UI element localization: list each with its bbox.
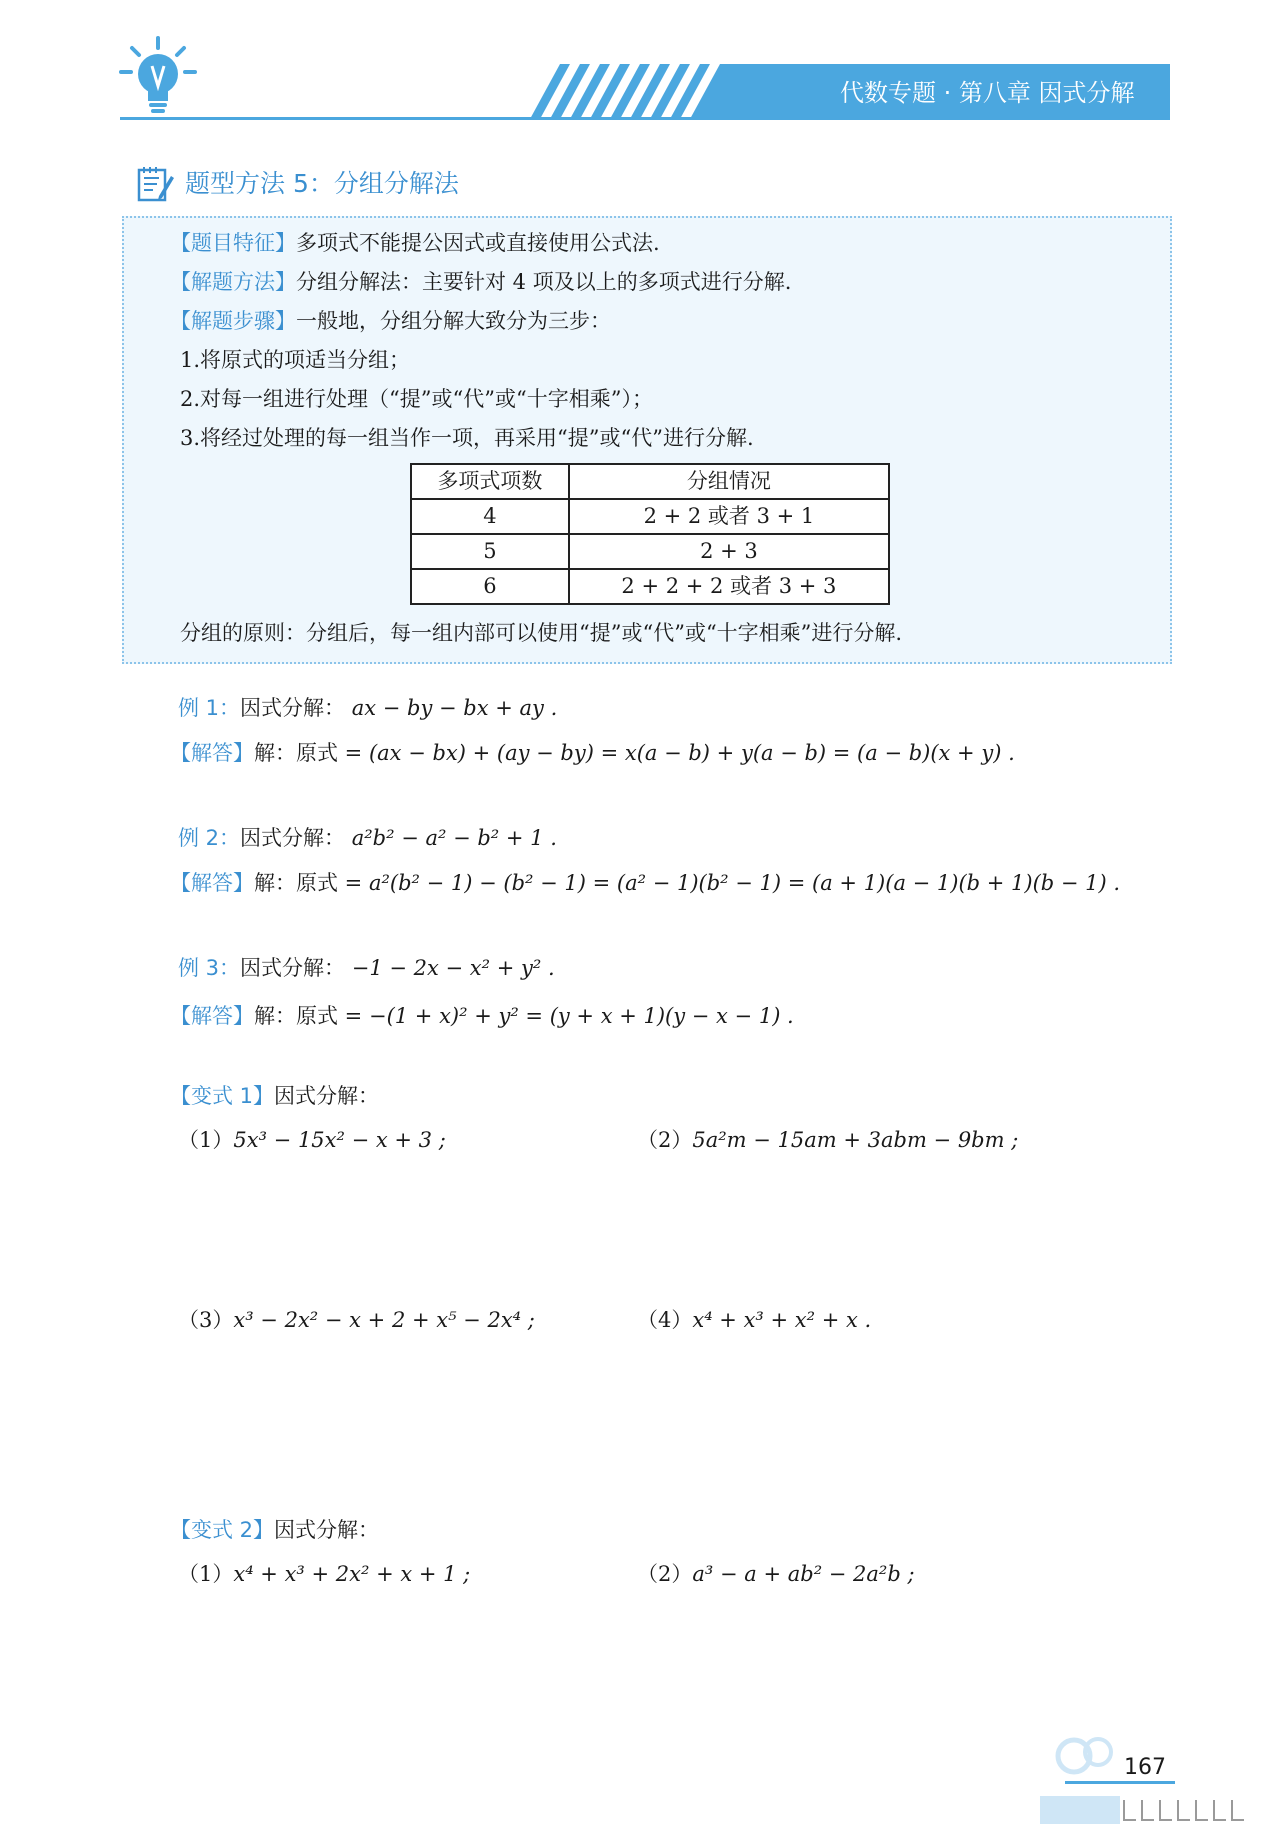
example-1-label: 例 1： (178, 696, 241, 720)
variant-1-label: 【变式 1】 (170, 1084, 275, 1108)
answer-tag: 【解答】 (170, 871, 254, 895)
feature-tag: 【题目特征】 (170, 231, 296, 255)
item-number: （1） (178, 1562, 234, 1586)
item-expression: x⁴ + x³ + 2x² + x + 1 ; (233, 1562, 471, 1586)
feature-text: 多项式不能提公因式或直接使用公式法. (296, 231, 660, 255)
step-3: 3.将经过处理的每一组当作一项，再采用“提”或“代”进行分解. (180, 426, 754, 450)
answer-tag: 【解答】 (170, 741, 254, 765)
variant-2-prompt: 因式分解： (274, 1518, 380, 1542)
variant-1-heading (170, 1081, 379, 1111)
header-rule (120, 117, 1170, 120)
item-expression: x⁴ + x³ + x² + x . (692, 1308, 872, 1332)
table-cell: 2 + 2 + 2 或者 3 + 3 (569, 569, 889, 604)
step-2: 2.对每一组进行处理（“提”或“代”或“十字相乘”）； (180, 387, 653, 411)
chapter-title: 代数专题 · 第八章 因式分解 (840, 79, 1135, 107)
table-row (411, 534, 889, 569)
example-3-expression: −1 − 2x − x² + y² . (351, 956, 555, 980)
example-3-solution: −(1 + x)² + y² = (y + x + 1)(y − x − 1) . (368, 1004, 794, 1028)
table-header-cell: 分组情况 (569, 464, 889, 499)
steps-text: 一般地，分组分解大致分为三步： (296, 309, 611, 333)
table-cell: 6 (411, 569, 569, 604)
item-expression: 5x³ − 15x² − x + 3 ; (233, 1128, 446, 1152)
step-1: 1.将原式的项适当分组； (180, 348, 411, 372)
item-number: （3） (178, 1308, 234, 1332)
steps-tag: 【解题步骤】 (170, 309, 296, 333)
page-number: 167 (1124, 1755, 1166, 1780)
method-line (170, 267, 791, 297)
variant-1-item (637, 1305, 871, 1335)
variant-2-label: 【变式 2】 (170, 1518, 275, 1542)
table-header-cell: 多项式项数 (411, 464, 569, 499)
item-expression: x³ − 2x² − x + 2 + x⁵ − 2x⁴ ; (233, 1308, 535, 1332)
example-1-question (178, 693, 557, 723)
notepad-pencil-icon (137, 166, 175, 202)
example-2-prompt: 因式分解： (240, 826, 346, 850)
table-header-row (411, 464, 889, 499)
answer-prefix: 解：原式 = (254, 741, 363, 765)
item-number: （4） (637, 1308, 693, 1332)
method-tag: 【解题方法】 (170, 270, 296, 294)
example-2-label: 例 2： (178, 826, 241, 850)
header-stripes (530, 64, 730, 119)
table-cell: 2 + 3 (569, 534, 889, 569)
example-1-prompt: 因式分解： (240, 696, 346, 720)
table-row (411, 569, 889, 604)
principle-text: 分组的原则：分组后，每一组内部可以使用“提”或“代”或“十字相乘”进行分解. (180, 621, 903, 645)
footer-rule (1065, 1781, 1175, 1784)
example-2-answer (170, 868, 1120, 898)
table-cell: 4 (411, 499, 569, 534)
grouping-table (410, 463, 890, 605)
variant-1-item (178, 1305, 535, 1335)
example-2-solution: a²(b² − 1) − (b² − 1) = (a² − 1)(b² − 1) = (a + 1)(a − 1)(b + 1)(b − 1) . (368, 871, 1121, 895)
table-cell: 5 (411, 534, 569, 569)
example-3-answer (170, 1001, 794, 1031)
item-number: （1） (178, 1128, 234, 1152)
item-expression: 5a²m − 15am + 3abm − 9bm ; (692, 1128, 1019, 1152)
variant-1-prompt: 因式分解： (274, 1084, 380, 1108)
table-row (411, 499, 889, 534)
example-2-expression: a²b² − a² − b² + 1 . (351, 826, 557, 850)
answer-prefix: 解：原式 = (254, 871, 363, 895)
footer-decoration (1040, 1788, 1260, 1828)
feature-line (170, 228, 660, 258)
item-number: （2） (637, 1128, 693, 1152)
variant-1-item (178, 1125, 446, 1155)
answer-tag: 【解答】 (170, 1004, 254, 1028)
section-title: 题型方法 5：分组分解法 (185, 169, 459, 198)
variant-2-item (637, 1559, 915, 1589)
example-1-answer (170, 738, 1015, 768)
variant-2-heading (170, 1515, 379, 1545)
example-3-question (178, 953, 555, 983)
answer-prefix: 解：原式 = (254, 1004, 363, 1028)
example-1-solution: (ax − bx) + (ay − by) = x(a − b) + y(a − b) = (a − b)(x + y) . (368, 741, 1015, 765)
table-cell: 2 + 2 或者 3 + 1 (569, 499, 889, 534)
method-text: 分组分解法：主要针对 4 项及以上的多项式进行分解. (296, 270, 792, 294)
example-3-label: 例 3： (178, 956, 241, 980)
item-expression: a³ − a + ab² − 2a²b ; (692, 1562, 915, 1586)
example-1-expression: ax − by − bx + ay . (351, 696, 558, 720)
item-number: （2） (637, 1562, 693, 1586)
gear-icon (1052, 1730, 1122, 1780)
variant-2-item (178, 1559, 470, 1589)
lightbulb-icon (118, 36, 198, 118)
example-3-prompt: 因式分解： (240, 956, 346, 980)
steps-line (170, 306, 611, 336)
variant-1-item (637, 1125, 1018, 1155)
example-2-question (178, 823, 557, 853)
